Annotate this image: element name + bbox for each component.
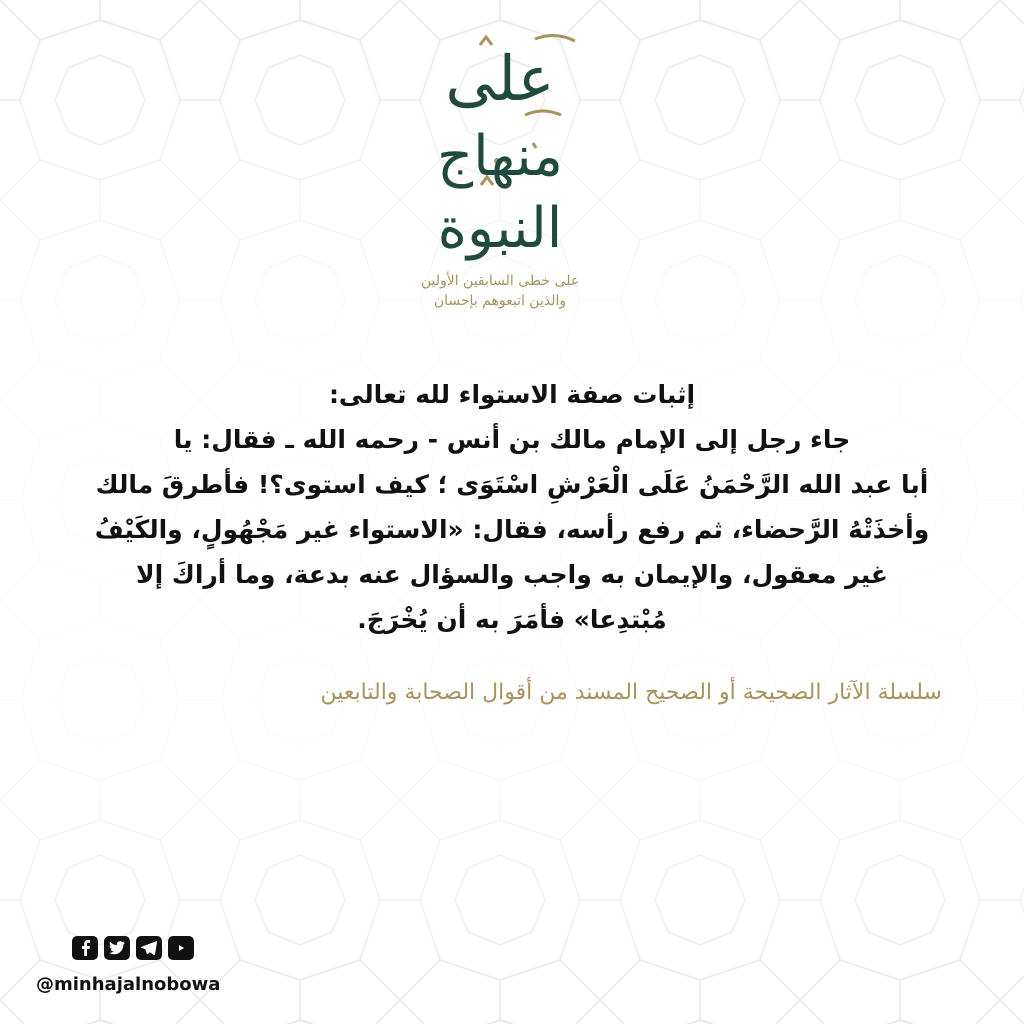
- text-line: غير معقول، والإيمان به واجب والسؤال عنه بدعة، وما أراكَ إلا: [136, 560, 888, 589]
- logo-tagline-2: والذين اتبعوهم بإحسان: [433, 293, 567, 309]
- logo-calligraphy: [385, 25, 615, 270]
- text-line: جاء رجل إلى الإمام مالك بن أنس - رحمه الله ـ فقال: يا: [173, 425, 851, 454]
- social-handle[interactable]: @minhajalnobowa: [36, 974, 221, 995]
- text-line: أبا عبد الله الرَّحْمَنُ عَلَى الْعَرْشِ اسْتَوَى ؛ كيف استوى؟! فأطرقَ مالك: [95, 470, 929, 499]
- logo-line1: على: [445, 42, 555, 115]
- youtube-icon[interactable]: [168, 936, 194, 960]
- facebook-icon[interactable]: [72, 936, 98, 960]
- series-caption: سلسلة الآثار الصحيحة أو الصحيح المسند من أقوال الصحابة والتابعين: [320, 680, 942, 705]
- text-line: مُبْتدِعا» فأمَرَ به أن يُخْرَجَ.: [357, 605, 667, 634]
- telegram-icon[interactable]: [136, 936, 162, 960]
- social-icons: [72, 936, 194, 960]
- text-line-heading: إثبات صفة الاستواء لله تعالى:: [328, 380, 696, 409]
- logo-line3: النبوة: [437, 196, 563, 261]
- twitter-icon[interactable]: [104, 936, 130, 960]
- brand-logo: [385, 25, 615, 325]
- main-text: [60, 372, 964, 642]
- logo-line2: منهاج: [437, 124, 563, 189]
- logo-tagline-1: على خطى السابقين الأولين: [420, 273, 580, 289]
- text-line: وأخذَتْهُ الرَّحضاء، ثم رفع رأسه، فقال: «الاستواء غير مَجْهُولٍ، والكَيْفُ: [94, 515, 930, 544]
